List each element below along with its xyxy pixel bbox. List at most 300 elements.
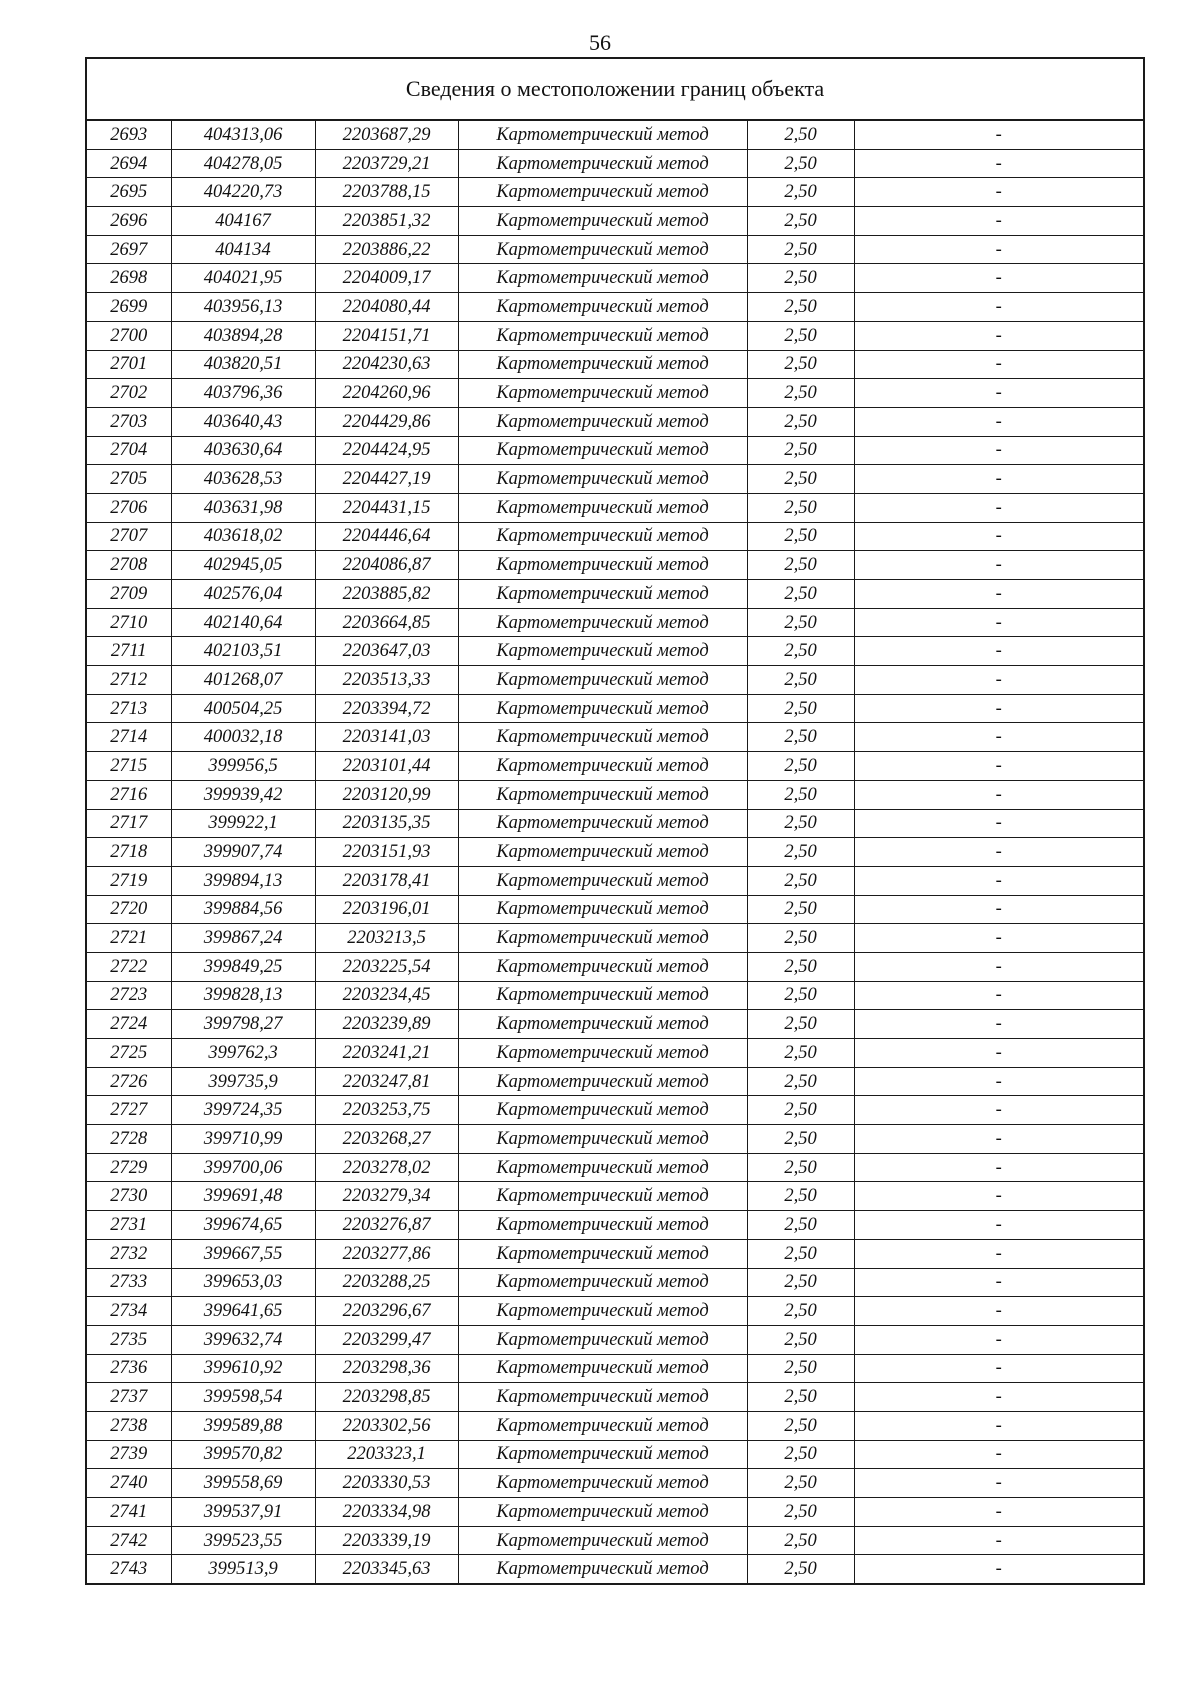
cell-note: - [854, 379, 1144, 408]
cell-note: - [854, 120, 1144, 149]
cell-note: - [854, 780, 1144, 809]
cell-note: - [854, 551, 1144, 580]
cell-note: - [854, 1555, 1144, 1584]
cell-note: - [854, 235, 1144, 264]
cell-x-coordinate: 399610,92 [171, 1354, 315, 1383]
table-row [86, 1182, 1144, 1211]
cell-x-coordinate: 403820,51 [171, 350, 315, 379]
cell-note: - [854, 407, 1144, 436]
cell-accuracy: 2,50 [747, 436, 854, 465]
cell-y-coordinate: 2203851,32 [315, 207, 458, 236]
cell-method: Картометрический метод [458, 580, 747, 609]
cell-y-coordinate: 2203278,02 [315, 1153, 458, 1182]
cell-y-coordinate: 2203330,53 [315, 1469, 458, 1498]
cell-accuracy: 2,50 [747, 235, 854, 264]
cell-method: Картометрический метод [458, 1383, 747, 1412]
table-row [86, 465, 1144, 494]
cell-method: Картометрический метод [458, 809, 747, 838]
cell-x-coordinate: 404134 [171, 235, 315, 264]
cell-accuracy: 2,50 [747, 493, 854, 522]
table-row [86, 1268, 1144, 1297]
cell-point-number: 2710 [86, 608, 171, 637]
cell-accuracy: 2,50 [747, 1383, 854, 1412]
cell-note: - [854, 1354, 1144, 1383]
cell-x-coordinate: 403628,53 [171, 465, 315, 494]
cell-x-coordinate: 399762,3 [171, 1039, 315, 1068]
cell-accuracy: 2,50 [747, 207, 854, 236]
table-row [86, 1067, 1144, 1096]
cell-note: - [854, 723, 1144, 752]
cell-point-number: 2709 [86, 580, 171, 609]
cell-method: Картометрический метод [458, 1096, 747, 1125]
cell-point-number: 2741 [86, 1498, 171, 1527]
table-row [86, 149, 1144, 178]
cell-x-coordinate: 404313,06 [171, 120, 315, 149]
cell-point-number: 2719 [86, 866, 171, 895]
table-row [86, 952, 1144, 981]
cell-y-coordinate: 2203788,15 [315, 178, 458, 207]
cell-accuracy: 2,50 [747, 1039, 854, 1068]
cell-y-coordinate: 2203213,5 [315, 924, 458, 953]
table-row [86, 1039, 1144, 1068]
cell-x-coordinate: 399598,54 [171, 1383, 315, 1412]
table-row [86, 580, 1144, 609]
cell-accuracy: 2,50 [747, 1211, 854, 1240]
cell-note: - [854, 207, 1144, 236]
cell-method: Картометрический метод [458, 952, 747, 981]
cell-point-number: 2708 [86, 551, 171, 580]
cell-accuracy: 2,50 [747, 1354, 854, 1383]
cell-accuracy: 2,50 [747, 551, 854, 580]
cell-y-coordinate: 2204429,86 [315, 407, 458, 436]
cell-method: Картометрический метод [458, 666, 747, 695]
table-row [86, 1096, 1144, 1125]
cell-accuracy: 2,50 [747, 809, 854, 838]
cell-accuracy: 2,50 [747, 1067, 854, 1096]
cell-accuracy: 2,50 [747, 608, 854, 637]
cell-x-coordinate: 400504,25 [171, 694, 315, 723]
cell-accuracy: 2,50 [747, 895, 854, 924]
cell-method: Картометрический метод [458, 1469, 747, 1498]
cell-x-coordinate: 399798,27 [171, 1010, 315, 1039]
table-row [86, 1153, 1144, 1182]
cell-y-coordinate: 2204086,87 [315, 551, 458, 580]
cell-accuracy: 2,50 [747, 407, 854, 436]
table-row [86, 207, 1144, 236]
cell-x-coordinate: 399828,13 [171, 981, 315, 1010]
cell-x-coordinate: 399589,88 [171, 1411, 315, 1440]
cell-method: Картометрический метод [458, 493, 747, 522]
table-title: Сведения о местоположении границ объекта [86, 58, 1144, 120]
cell-accuracy: 2,50 [747, 264, 854, 293]
cell-x-coordinate: 399632,74 [171, 1325, 315, 1354]
cell-method: Картометрический метод [458, 1411, 747, 1440]
cell-x-coordinate: 399735,9 [171, 1067, 315, 1096]
table-row [86, 1239, 1144, 1268]
cell-point-number: 2712 [86, 666, 171, 695]
cell-accuracy: 2,50 [747, 522, 854, 551]
cell-y-coordinate: 2204424,95 [315, 436, 458, 465]
cell-note: - [854, 838, 1144, 867]
table-row [86, 666, 1144, 695]
cell-point-number: 2697 [86, 235, 171, 264]
cell-accuracy: 2,50 [747, 120, 854, 149]
cell-point-number: 2731 [86, 1211, 171, 1240]
cell-method: Картометрический метод [458, 264, 747, 293]
cell-y-coordinate: 2204080,44 [315, 293, 458, 322]
cell-method: Картометрический метод [458, 1555, 747, 1584]
table-row [86, 1383, 1144, 1412]
cell-y-coordinate: 2204151,71 [315, 321, 458, 350]
table-row [86, 407, 1144, 436]
boundary-table [85, 57, 1145, 1585]
cell-method: Картометрический метод [458, 637, 747, 666]
table-row [86, 1555, 1144, 1584]
table-row [86, 493, 1144, 522]
cell-x-coordinate: 399558,69 [171, 1469, 315, 1498]
table-row [86, 866, 1144, 895]
cell-accuracy: 2,50 [747, 1153, 854, 1182]
cell-y-coordinate: 2203241,21 [315, 1039, 458, 1068]
cell-x-coordinate: 403894,28 [171, 321, 315, 350]
cell-point-number: 2696 [86, 207, 171, 236]
cell-x-coordinate: 399513,9 [171, 1555, 315, 1584]
table-row [86, 752, 1144, 781]
cell-accuracy: 2,50 [747, 1182, 854, 1211]
cell-y-coordinate: 2203394,72 [315, 694, 458, 723]
cell-y-coordinate: 2203101,44 [315, 752, 458, 781]
table-row [86, 637, 1144, 666]
cell-method: Картометрический метод [458, 379, 747, 408]
table-row [86, 1498, 1144, 1527]
cell-method: Картометрический метод [458, 838, 747, 867]
table-row [86, 551, 1144, 580]
cell-accuracy: 2,50 [747, 723, 854, 752]
cell-method: Картометрический метод [458, 321, 747, 350]
cell-y-coordinate: 2204009,17 [315, 264, 458, 293]
table-row [86, 350, 1144, 379]
cell-x-coordinate: 403618,02 [171, 522, 315, 551]
cell-point-number: 2739 [86, 1440, 171, 1469]
cell-method: Картометрический метод [458, 178, 747, 207]
table-row [86, 838, 1144, 867]
cell-accuracy: 2,50 [747, 379, 854, 408]
cell-y-coordinate: 2203345,63 [315, 1555, 458, 1584]
table-row [86, 895, 1144, 924]
cell-method: Картометрический метод [458, 1182, 747, 1211]
cell-method: Картометрический метод [458, 1153, 747, 1182]
cell-x-coordinate: 403796,36 [171, 379, 315, 408]
cell-note: - [854, 264, 1144, 293]
cell-y-coordinate: 2203141,03 [315, 723, 458, 752]
cell-point-number: 2726 [86, 1067, 171, 1096]
cell-x-coordinate: 399641,65 [171, 1297, 315, 1326]
cell-method: Картометрический метод [458, 407, 747, 436]
cell-x-coordinate: 399956,5 [171, 752, 315, 781]
cell-y-coordinate: 2203296,67 [315, 1297, 458, 1326]
cell-accuracy: 2,50 [747, 1440, 854, 1469]
cell-accuracy: 2,50 [747, 981, 854, 1010]
table-row [86, 1325, 1144, 1354]
cell-point-number: 2693 [86, 120, 171, 149]
table-row [86, 809, 1144, 838]
table-body [86, 120, 1144, 1584]
cell-point-number: 2705 [86, 465, 171, 494]
cell-method: Картометрический метод [458, 293, 747, 322]
cell-accuracy: 2,50 [747, 1498, 854, 1527]
cell-note: - [854, 1498, 1144, 1527]
cell-y-coordinate: 2204230,63 [315, 350, 458, 379]
cell-accuracy: 2,50 [747, 465, 854, 494]
cell-method: Картометрический метод [458, 1354, 747, 1383]
cell-x-coordinate: 399691,48 [171, 1182, 315, 1211]
table-row [86, 1211, 1144, 1240]
cell-method: Картометрический метод [458, 1297, 747, 1326]
cell-y-coordinate: 2203334,98 [315, 1498, 458, 1527]
table-row [86, 780, 1144, 809]
cell-x-coordinate: 399523,55 [171, 1526, 315, 1555]
cell-x-coordinate: 402576,04 [171, 580, 315, 609]
cell-method: Картометрический метод [458, 1067, 747, 1096]
cell-method: Картометрический метод [458, 752, 747, 781]
cell-note: - [854, 809, 1144, 838]
cell-accuracy: 2,50 [747, 1526, 854, 1555]
cell-accuracy: 2,50 [747, 1010, 854, 1039]
cell-x-coordinate: 399653,03 [171, 1268, 315, 1297]
cell-y-coordinate: 2203298,36 [315, 1354, 458, 1383]
cell-note: - [854, 1411, 1144, 1440]
cell-note: - [854, 1268, 1144, 1297]
cell-y-coordinate: 2203234,45 [315, 981, 458, 1010]
cell-accuracy: 2,50 [747, 752, 854, 781]
cell-x-coordinate: 404220,73 [171, 178, 315, 207]
cell-y-coordinate: 2203247,81 [315, 1067, 458, 1096]
cell-accuracy: 2,50 [747, 1096, 854, 1125]
table-row [86, 293, 1144, 322]
cell-note: - [854, 637, 1144, 666]
cell-x-coordinate: 403630,64 [171, 436, 315, 465]
cell-x-coordinate: 399867,24 [171, 924, 315, 953]
cell-point-number: 2707 [86, 522, 171, 551]
cell-point-number: 2716 [86, 780, 171, 809]
cell-y-coordinate: 2203339,19 [315, 1526, 458, 1555]
cell-point-number: 2725 [86, 1039, 171, 1068]
table-row [86, 1354, 1144, 1383]
cell-method: Картометрический метод [458, 1010, 747, 1039]
cell-method: Картометрический метод [458, 1239, 747, 1268]
table-row [86, 1440, 1144, 1469]
cell-x-coordinate: 399710,99 [171, 1125, 315, 1154]
cell-note: - [854, 178, 1144, 207]
cell-point-number: 2743 [86, 1555, 171, 1584]
cell-note: - [854, 1125, 1144, 1154]
cell-accuracy: 2,50 [747, 637, 854, 666]
table-row [86, 436, 1144, 465]
cell-accuracy: 2,50 [747, 1469, 854, 1498]
cell-accuracy: 2,50 [747, 1555, 854, 1584]
cell-x-coordinate: 399849,25 [171, 952, 315, 981]
cell-accuracy: 2,50 [747, 293, 854, 322]
cell-y-coordinate: 2203151,93 [315, 838, 458, 867]
cell-point-number: 2706 [86, 493, 171, 522]
cell-method: Картометрический метод [458, 235, 747, 264]
cell-y-coordinate: 2203268,27 [315, 1125, 458, 1154]
cell-method: Картометрический метод [458, 1526, 747, 1555]
cell-accuracy: 2,50 [747, 780, 854, 809]
cell-point-number: 2729 [86, 1153, 171, 1182]
cell-x-coordinate: 399922,1 [171, 809, 315, 838]
cell-y-coordinate: 2203196,01 [315, 895, 458, 924]
cell-point-number: 2735 [86, 1325, 171, 1354]
cell-note: - [854, 1325, 1144, 1354]
cell-accuracy: 2,50 [747, 149, 854, 178]
cell-point-number: 2714 [86, 723, 171, 752]
cell-y-coordinate: 2203276,87 [315, 1211, 458, 1240]
cell-x-coordinate: 399894,13 [171, 866, 315, 895]
cell-point-number: 2718 [86, 838, 171, 867]
cell-y-coordinate: 2203647,03 [315, 637, 458, 666]
cell-note: - [854, 293, 1144, 322]
table-header-row [86, 58, 1144, 120]
cell-point-number: 2740 [86, 1469, 171, 1498]
cell-method: Картометрический метод [458, 1498, 747, 1527]
cell-accuracy: 2,50 [747, 1297, 854, 1326]
cell-note: - [854, 350, 1144, 379]
table-row [86, 1125, 1144, 1154]
cell-note: - [854, 1239, 1144, 1268]
cell-method: Картометрический метод [458, 207, 747, 236]
cell-y-coordinate: 2203277,86 [315, 1239, 458, 1268]
cell-point-number: 2734 [86, 1297, 171, 1326]
cell-note: - [854, 752, 1144, 781]
cell-method: Картометрический метод [458, 780, 747, 809]
cell-point-number: 2733 [86, 1268, 171, 1297]
table-row [86, 522, 1144, 551]
cell-note: - [854, 1182, 1144, 1211]
cell-y-coordinate: 2203885,82 [315, 580, 458, 609]
cell-accuracy: 2,50 [747, 321, 854, 350]
table-row [86, 924, 1144, 953]
cell-note: - [854, 1383, 1144, 1412]
table-row [86, 178, 1144, 207]
cell-method: Картометрический метод [458, 866, 747, 895]
cell-point-number: 2736 [86, 1354, 171, 1383]
cell-y-coordinate: 2203299,47 [315, 1325, 458, 1354]
cell-point-number: 2695 [86, 178, 171, 207]
cell-y-coordinate: 2204446,64 [315, 522, 458, 551]
cell-method: Картометрический метод [458, 694, 747, 723]
cell-method: Картометрический метод [458, 465, 747, 494]
cell-note: - [854, 522, 1144, 551]
cell-accuracy: 2,50 [747, 838, 854, 867]
cell-point-number: 2724 [86, 1010, 171, 1039]
table-row [86, 694, 1144, 723]
cell-method: Картометрический метод [458, 1268, 747, 1297]
table-row [86, 1469, 1144, 1498]
cell-method: Картометрический метод [458, 924, 747, 953]
cell-method: Картометрический метод [458, 120, 747, 149]
cell-point-number: 2728 [86, 1125, 171, 1154]
cell-note: - [854, 866, 1144, 895]
cell-x-coordinate: 402945,05 [171, 551, 315, 580]
cell-y-coordinate: 2203279,34 [315, 1182, 458, 1211]
cell-method: Картометрический метод [458, 1039, 747, 1068]
cell-method: Картометрический метод [458, 608, 747, 637]
cell-point-number: 2713 [86, 694, 171, 723]
table-row [86, 120, 1144, 149]
cell-point-number: 2721 [86, 924, 171, 953]
table-row [86, 1297, 1144, 1326]
cell-y-coordinate: 2203288,25 [315, 1268, 458, 1297]
cell-point-number: 2699 [86, 293, 171, 322]
cell-note: - [854, 1039, 1144, 1068]
cell-note: - [854, 895, 1144, 924]
cell-method: Картометрический метод [458, 723, 747, 752]
cell-note: - [854, 924, 1144, 953]
table-row [86, 608, 1144, 637]
cell-point-number: 2711 [86, 637, 171, 666]
cell-x-coordinate: 401268,07 [171, 666, 315, 695]
cell-accuracy: 2,50 [747, 952, 854, 981]
cell-point-number: 2737 [86, 1383, 171, 1412]
cell-point-number: 2742 [86, 1526, 171, 1555]
cell-note: - [854, 1440, 1144, 1469]
table-row [86, 321, 1144, 350]
table-row [86, 264, 1144, 293]
cell-x-coordinate: 399907,74 [171, 838, 315, 867]
cell-x-coordinate: 402140,64 [171, 608, 315, 637]
cell-accuracy: 2,50 [747, 666, 854, 695]
cell-y-coordinate: 2203886,22 [315, 235, 458, 264]
cell-x-coordinate: 399667,55 [171, 1239, 315, 1268]
cell-y-coordinate: 2204260,96 [315, 379, 458, 408]
cell-note: - [854, 1526, 1144, 1555]
cell-x-coordinate: 399884,56 [171, 895, 315, 924]
cell-point-number: 2727 [86, 1096, 171, 1125]
cell-note: - [854, 1096, 1144, 1125]
cell-accuracy: 2,50 [747, 1268, 854, 1297]
cell-point-number: 2715 [86, 752, 171, 781]
cell-point-number: 2717 [86, 809, 171, 838]
cell-point-number: 2722 [86, 952, 171, 981]
cell-note: - [854, 1010, 1144, 1039]
cell-x-coordinate: 403640,43 [171, 407, 315, 436]
cell-y-coordinate: 2204427,19 [315, 465, 458, 494]
cell-x-coordinate: 399674,65 [171, 1211, 315, 1240]
cell-y-coordinate: 2203239,89 [315, 1010, 458, 1039]
cell-y-coordinate: 2204431,15 [315, 493, 458, 522]
cell-x-coordinate: 404278,05 [171, 149, 315, 178]
cell-method: Картометрический метод [458, 350, 747, 379]
cell-y-coordinate: 2203298,85 [315, 1383, 458, 1412]
cell-method: Картометрический метод [458, 1211, 747, 1240]
cell-note: - [854, 149, 1144, 178]
table-row [86, 1010, 1144, 1039]
table-row [86, 981, 1144, 1010]
cell-y-coordinate: 2203513,33 [315, 666, 458, 695]
cell-y-coordinate: 2203687,29 [315, 120, 458, 149]
cell-point-number: 2723 [86, 981, 171, 1010]
cell-method: Картометрический метод [458, 522, 747, 551]
cell-method: Картометрический метод [458, 149, 747, 178]
cell-note: - [854, 1067, 1144, 1096]
cell-method: Картометрический метод [458, 1325, 747, 1354]
cell-accuracy: 2,50 [747, 924, 854, 953]
cell-x-coordinate: 404021,95 [171, 264, 315, 293]
cell-point-number: 2694 [86, 149, 171, 178]
cell-accuracy: 2,50 [747, 1325, 854, 1354]
cell-point-number: 2704 [86, 436, 171, 465]
